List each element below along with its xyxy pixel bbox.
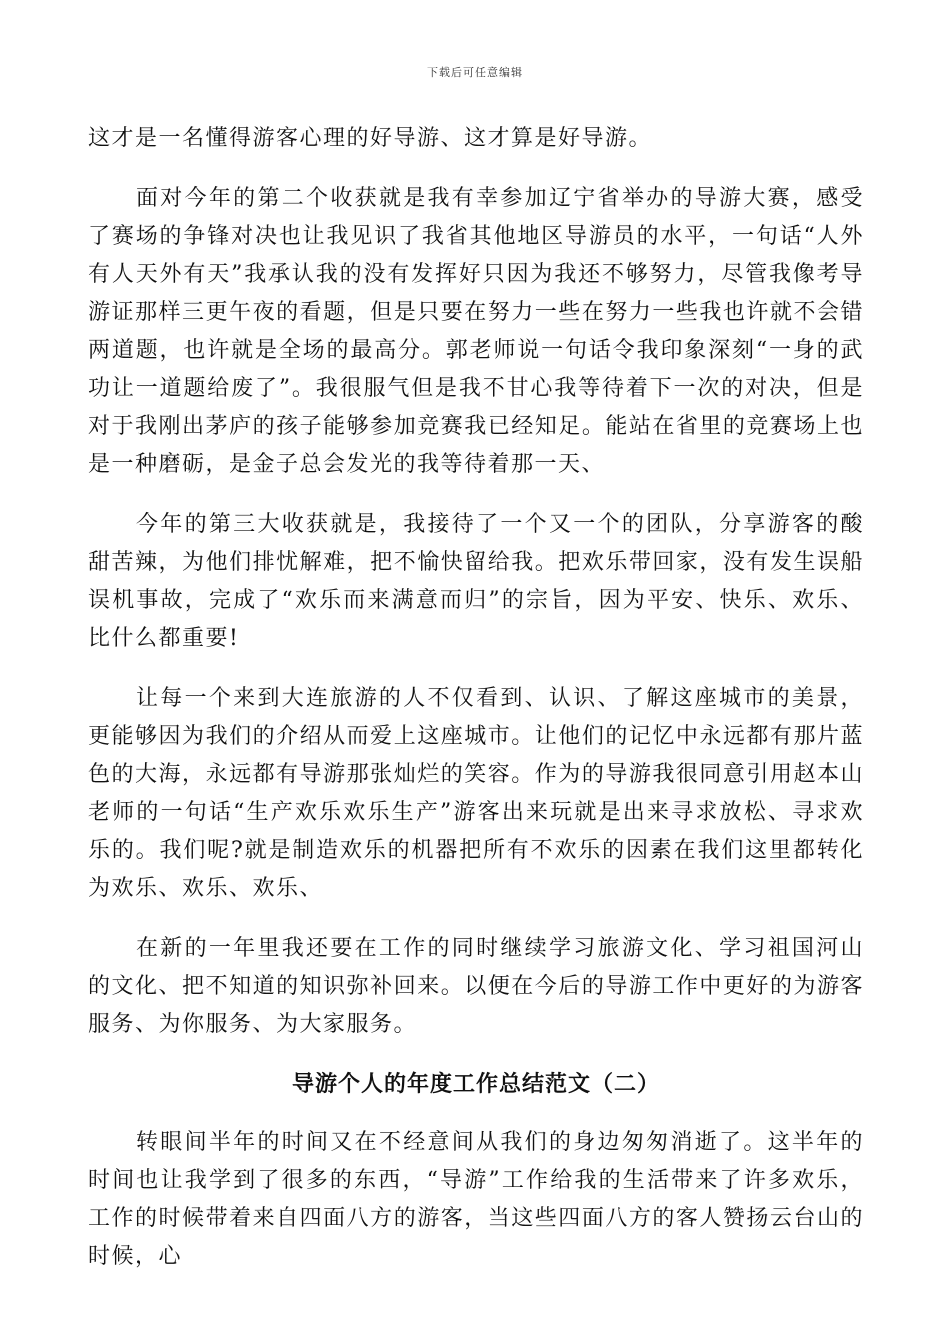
paragraph-new-year-plan: 在新的一年里我还要在工作的同时继续学习旅游文化、学习祖国河山的文化、把不知道的知识弥补回来。以便在今后的导游工作中更好的为游客服务、为你服务、为大家服务。: [88, 936, 864, 1037]
paragraph-second-harvest: 面对今年的第二个收获就是我有幸参加辽宁省举办的导游大赛，感受了赛场的争锋对决也让我见识了我省其他地区导游员的水平，一句话“人外有人天外有天”我承认我的没有发挥好只因为我还不够努力，尽管我像考导游证那样三更午夜的看题，但是只要在努力一些在努力一些我也许就不会错两道题，也许就是全场的最高分。郭老师说一句话令我印象深刻“一身的武功让一道题给废了”。我很服气但是我不甘心我等待着下一次的对决，但是对于我刚出茅庐的孩子能够参加竞赛我已经知足。能站在省里的竞赛场上也是一种磨砺，是金子总会发光的我等待着那一天、: [88, 186, 864, 477]
document-body: [88, 120, 864, 1298]
paragraph-continuation: 这才是一名懂得游客心理的好导游、这才算是好导游。: [88, 126, 653, 151]
section-title: 导游个人的年度工作总结范文（二）: [291, 1072, 660, 1097]
page-header: 下载后可任意编辑: [427, 66, 523, 79]
paragraph-section-intro: 转眼间半年的时间又在不经意间从我们的身边匆匆消逝了。这半年的时间也让我学到了很多的东西，“导游”工作给我的生活带来了许多欢乐，工作的时候带着来自四面八方的游客，当这些四面八方的客人赞扬云台山的时候，心: [88, 1130, 864, 1269]
paragraph-dalian-tourism: 让每一个来到大连旅游的人不仅看到、认识、了解这座城市的美景，更能够因为我们的介绍从而爱上这座城市。让他们的记忆中永远都有那片蓝色的大海，永远都有导游那张灿烂的笑容。作为的导游我很同意引用赵本山老师的一句话“生产欢乐欢乐生产”游客出来玩就是出来寻求放松、寻求欢乐的。我们呢?就是制造欢乐的机器把所有不欢乐的因素在我们这里都转化为欢乐、欢乐、欢乐、: [88, 686, 864, 901]
paragraph-third-harvest: 今年的第三大收获就是，我接待了一个又一个的团队，分享游客的酸甜苦辣，为他们排忧解难，把不愉快留给我。把欢乐带回家，没有发生误船误机事故，完成了“欢乐而来满意而归”的宗旨，因为平安、快乐、欢乐、比什么都重要!: [88, 512, 864, 651]
